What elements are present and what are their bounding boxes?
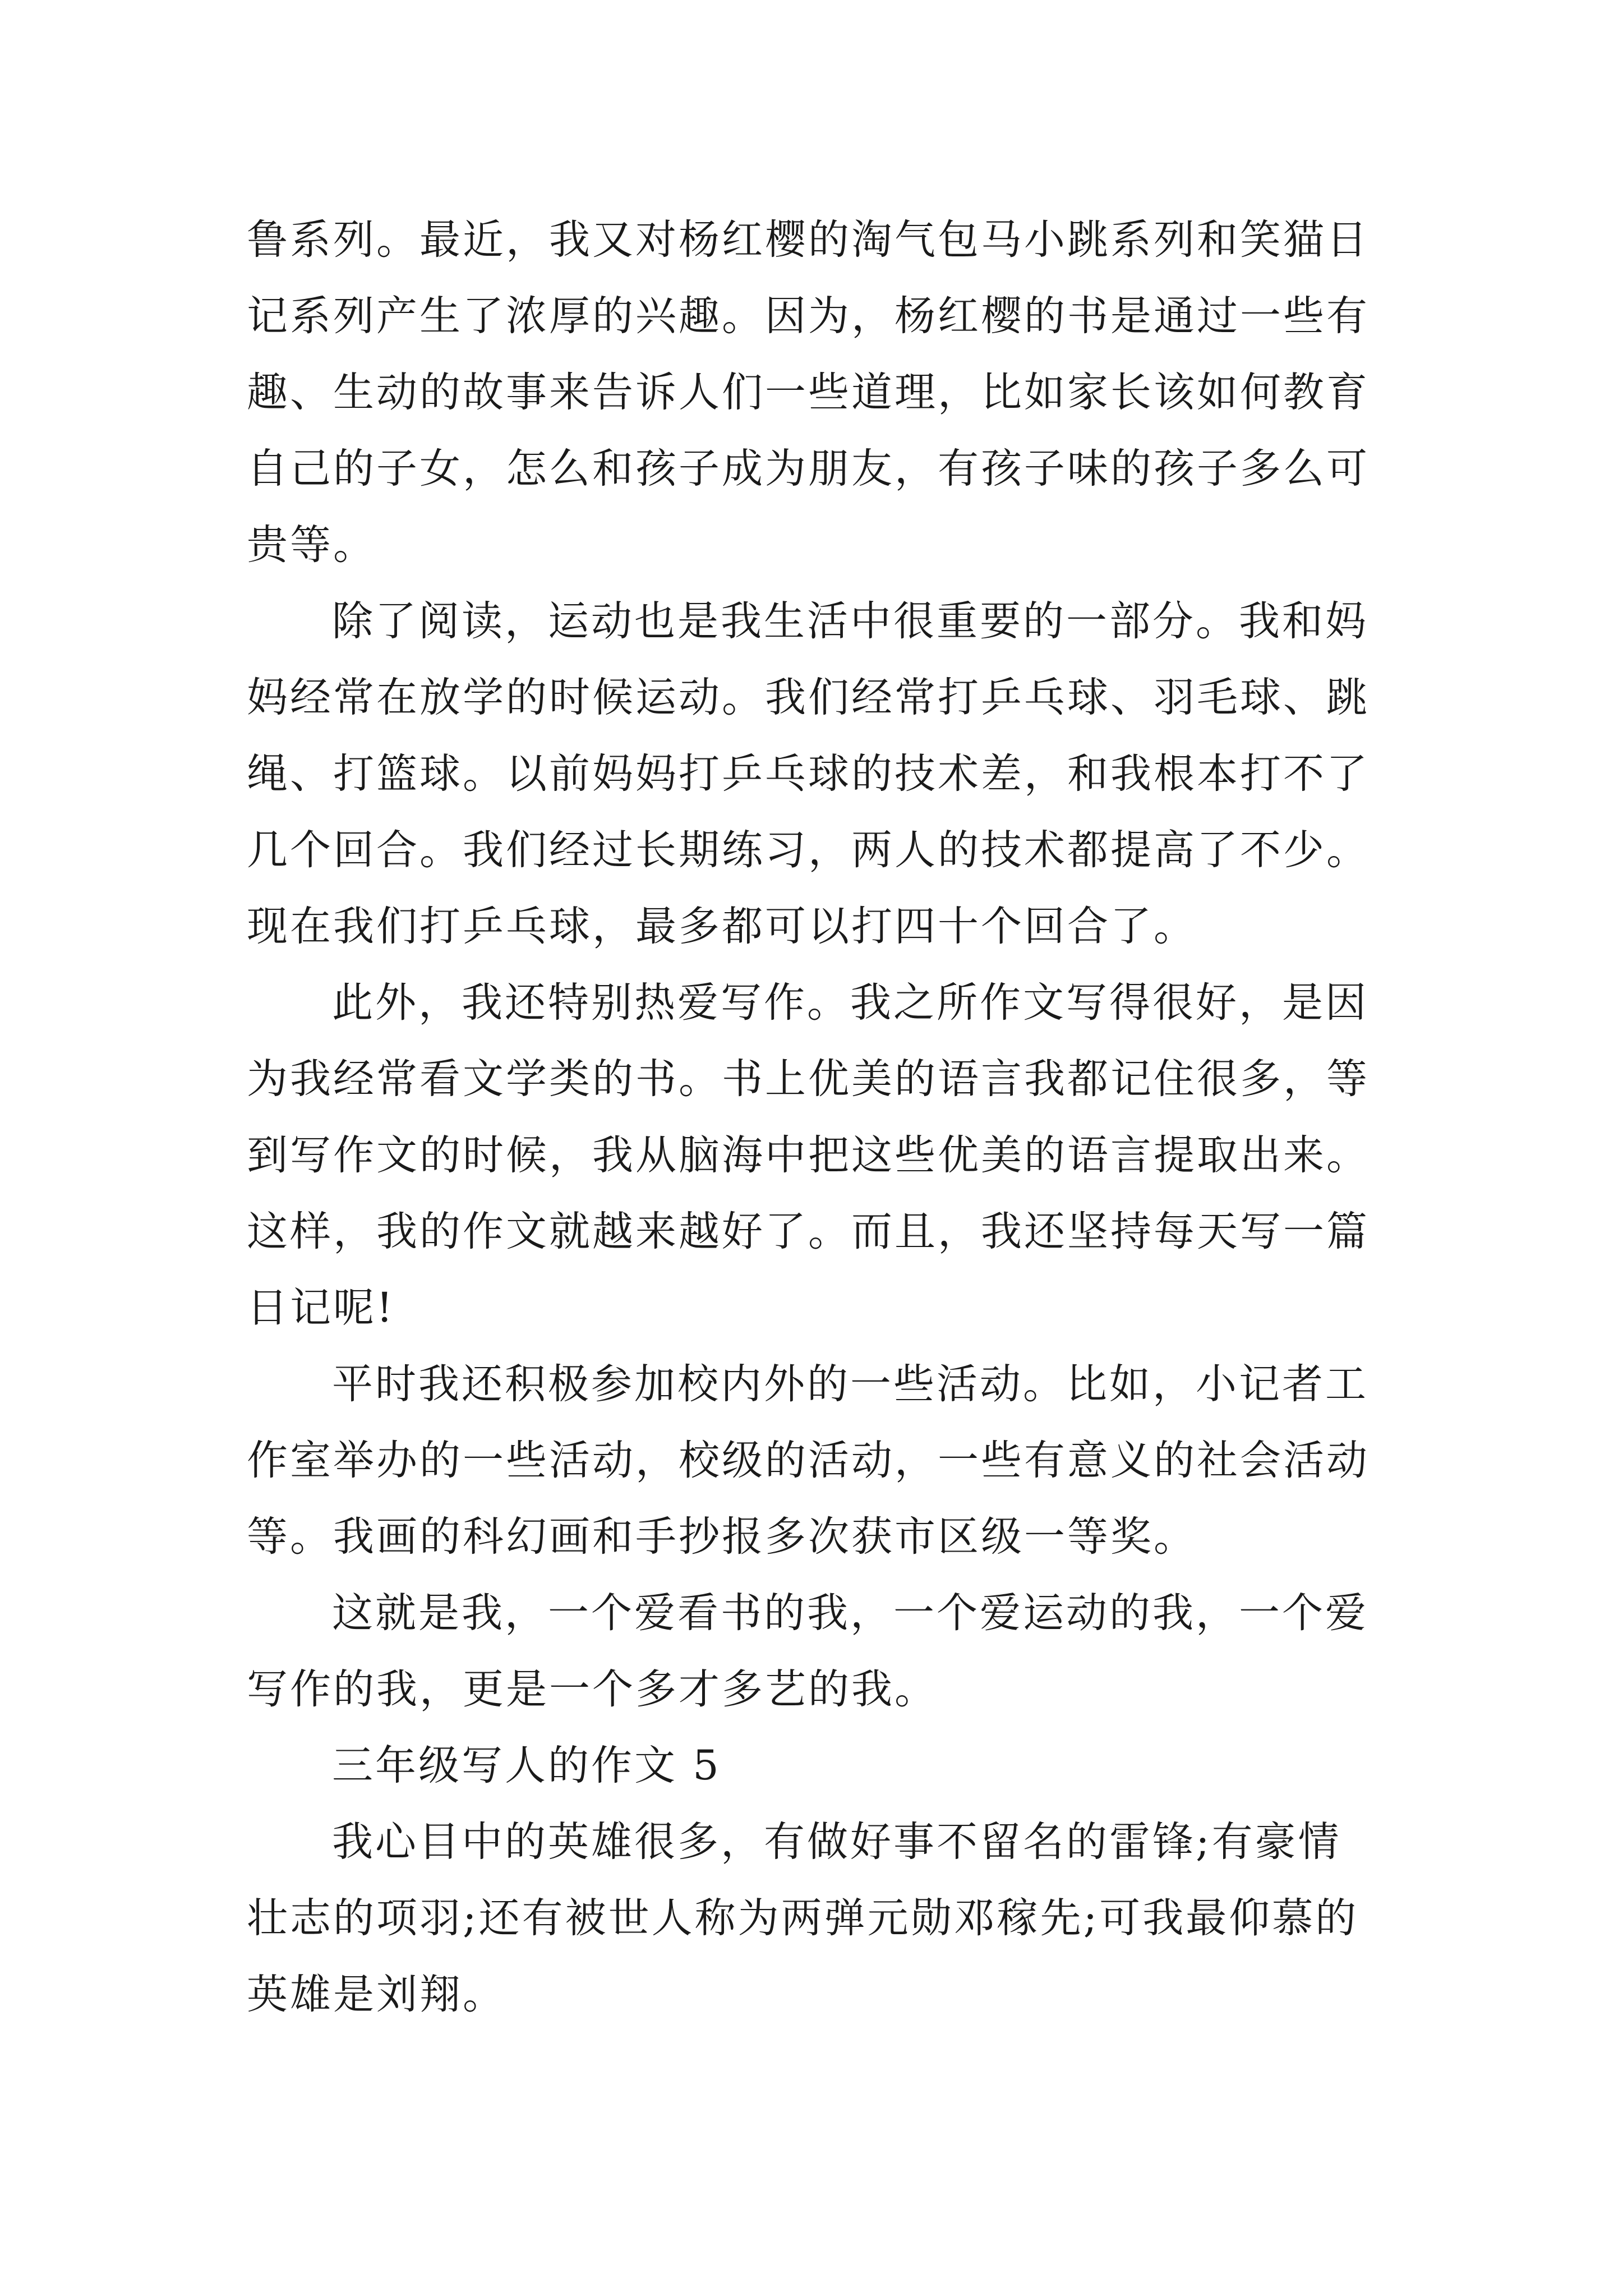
text-line: 自己的子女，怎么和孩子成为朋友，有孩子味的孩子多么可 — [247, 445, 1370, 493]
paragraph-sports — [247, 583, 1391, 965]
text-line: 几个回合。我们经过长期练习，两人的技术都提高了不少。 — [247, 826, 1370, 874]
text-line: 除了阅读，运动也是我生活中很重要的一部分。我和妈 — [332, 597, 1368, 645]
text-line: 贵等。 — [247, 521, 376, 569]
text-line: 此外，我还特别热爱写作。我之所作文写得很好，是因 — [332, 979, 1368, 1027]
text-line: 到写作文的时候，我从脑海中把这些优美的语言提取出来。 — [247, 1131, 1370, 1179]
text-line: 日记呢! — [247, 1284, 395, 1332]
text-line: 这就是我，一个爱看书的我，一个爱运动的我，一个爱 — [332, 1589, 1368, 1637]
paragraph-hero — [247, 1804, 1391, 2033]
text-line: 我心目中的英雄很多，有做好事不留名的雷锋;有豪情 — [332, 1818, 1341, 1866]
text-line: 为我经常看文学类的书。书上优美的语言我都记住很多，等 — [247, 1055, 1370, 1103]
text-line: 现在我们打乒乓球，最多都可以打四十个回合了。 — [247, 903, 1197, 950]
text-line: 妈经常在放学的时候运动。我们经常打乒乓球、羽毛球、跳 — [247, 674, 1370, 721]
text-line: 绳、打篮球。以前妈妈打乒乓球的技术差，和我根本打不了 — [247, 750, 1370, 798]
text-line: 记系列产生了浓厚的兴趣。因为，杨红樱的书是通过一些有 — [247, 292, 1370, 340]
essay-title — [247, 1728, 1391, 1804]
text-line: 英雄是刘翔。 — [247, 1971, 506, 2018]
section-heading: 三年级写人的作文 5 — [332, 1742, 721, 1789]
text-line: 趣、生动的故事来告诉人们一些道理，比如家长该如何教育 — [247, 369, 1370, 416]
paragraph-reading-interest — [247, 202, 1391, 583]
paragraph-activities — [247, 1346, 1391, 1575]
paragraph-summary — [247, 1575, 1391, 1728]
document-body — [247, 202, 1391, 2033]
text-line: 这样，我的作文就越来越好了。而且，我还坚持每天写一篇 — [247, 1208, 1370, 1255]
text-line: 写作的我，更是一个多才多艺的我。 — [247, 1665, 938, 1713]
text-line: 壮志的项羽;还有被世人称为两弹元勋邓稼先;可我最仰慕的 — [247, 1894, 1359, 1942]
text-line: 作室举办的一些活动，校级的活动，一些有意义的社会活动 — [247, 1437, 1370, 1484]
text-line: 鲁系列。最近，我又对杨红樱的淘气包马小跳系列和笑猫日 — [247, 216, 1370, 264]
text-line: 平时我还积极参加校内外的一些活动。比如，小记者工 — [332, 1360, 1368, 1408]
paragraph-writing — [247, 965, 1391, 1346]
text-line: 等。我画的科幻画和手抄报多次获市区级一等奖。 — [247, 1513, 1197, 1561]
